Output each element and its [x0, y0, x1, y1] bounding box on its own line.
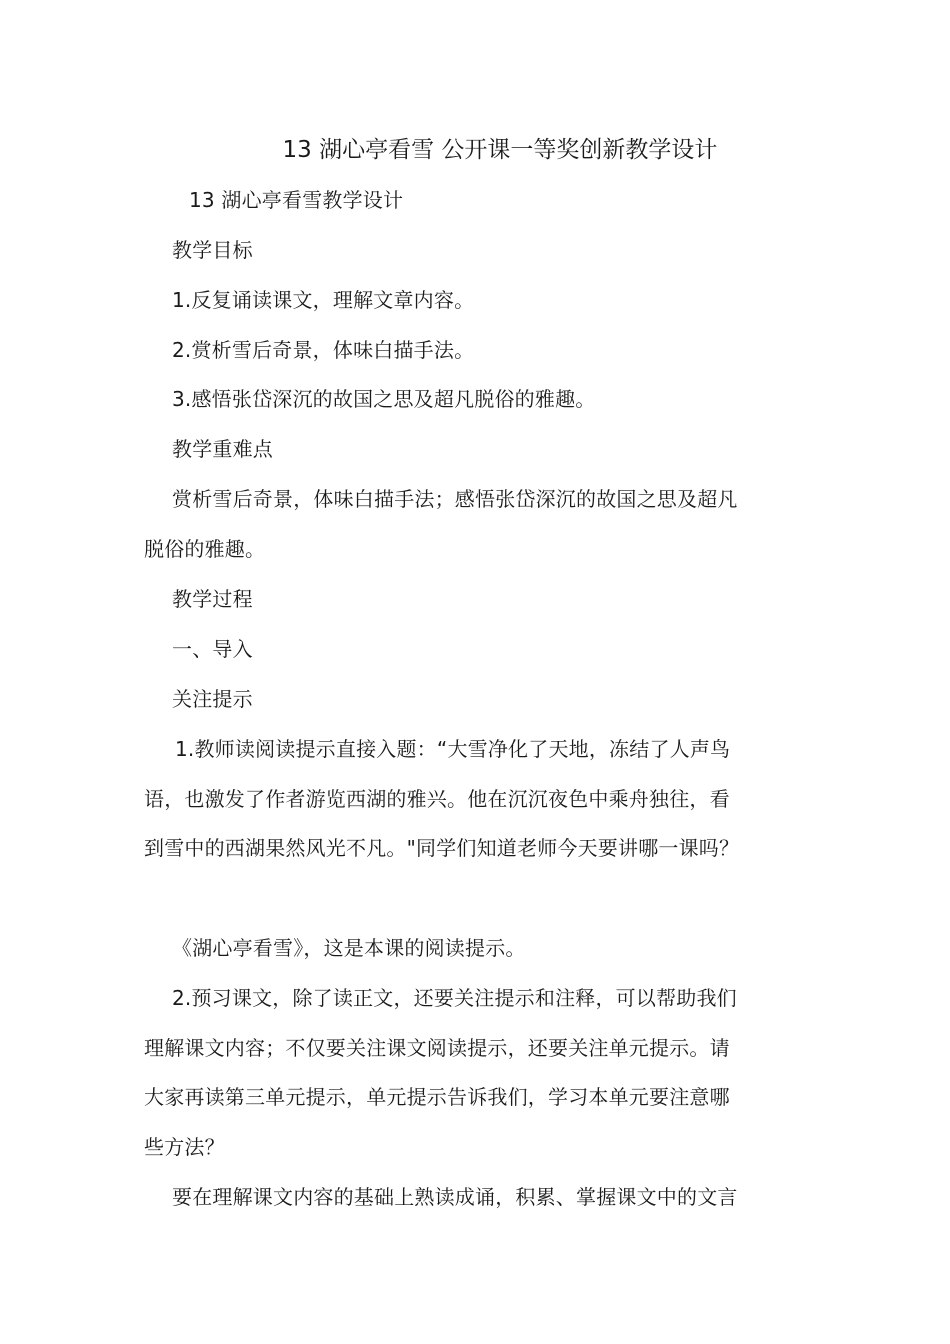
goal-item-1: 1.反复诵读课文，理解文章内容。 [172, 288, 475, 312]
heading-key-points: 教学重难点 [172, 437, 273, 461]
heading-introduction: 一、导入 [172, 637, 253, 661]
document-subtitle: 13 湖心亭看雪教学设计 [189, 188, 404, 212]
paragraph-line: 《湖心亭看雪》，这是本课的阅读提示。 [172, 936, 526, 960]
paragraph-line: 脱俗的雅趣。 [144, 537, 266, 561]
paragraph-line: 大家再读第三单元提示，单元提示告诉我们，学习本单元要注意哪 [144, 1085, 730, 1109]
paragraph-line: 2.预习课文，除了读正文，还要关注提示和注释，可以帮助我们 [172, 986, 737, 1010]
heading-teaching-process: 教学过程 [172, 587, 253, 611]
paragraph-line: 要在理解课文内容的基础上熟读成诵，积累、掌握课文中的文言 [172, 1185, 738, 1209]
heading-focus-tips: 关注提示 [172, 687, 253, 711]
goal-item-3: 3.感悟张岱深沉的故国之思及超凡脱俗的雅趣。 [172, 387, 596, 411]
heading-teaching-goals: 教学目标 [172, 238, 253, 262]
goal-item-2: 2.赏析雪后奇景，体味白描手法。 [172, 338, 475, 362]
paragraph-line: 到雪中的西湖果然风光不凡。"同学们知道老师今天要讲哪一课吗？ [144, 836, 740, 860]
paragraph-line: 语，也激发了作者游览西湖的雅兴。他在沉沉夜色中乘舟独往，看 [144, 787, 730, 811]
document-title: 13 湖心亭看雪 公开课一等奖创新教学设计 [282, 137, 718, 163]
paragraph-line: 1.教师读阅读提示直接入题：“大雪净化了天地，冻结了人声鸟 [175, 737, 731, 761]
paragraph-line: 理解课文内容；不仅要关注课文阅读提示，还要关注单元提示。请 [144, 1036, 730, 1060]
paragraph-line: 赏析雪后奇景，体味白描手法；感悟张岱深沉的故国之思及超凡 [172, 487, 738, 511]
paragraph-line: 些方法？ [144, 1135, 225, 1159]
